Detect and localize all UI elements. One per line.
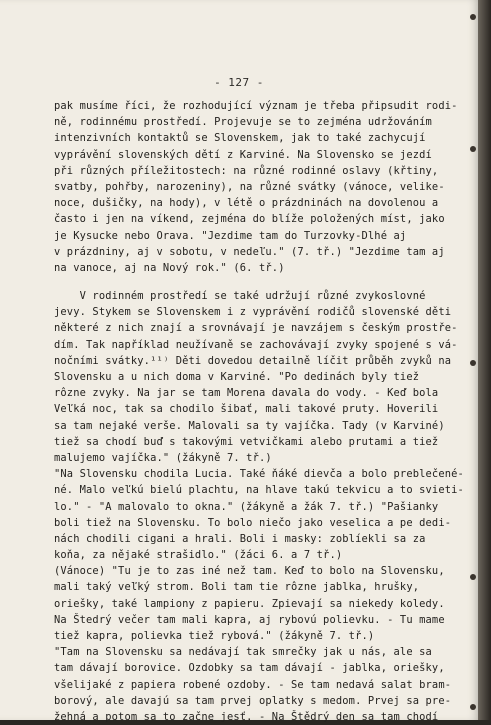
- text-line: jevy. Stykem se Slovenskem i z vyprávění rodičů slovenské děti: [54, 306, 452, 319]
- text-line: všelijaké z papiera robené ozdoby. - Se tam nedavá salat bram-: [54, 678, 452, 691]
- text-line: Slovensku a u nich doma v Karviné. "Po dedinách byly tiež: [54, 371, 420, 383]
- text-line: pak musíme říci, že rozhodující význam je třeba připsudit rodi-: [54, 100, 458, 112]
- text-line: V rodinném prostředí se také udržují různé zvykoslovné: [54, 290, 426, 303]
- paragraph-1: [54, 98, 458, 276]
- text-line: ně, rodinnému prostředí. Projevuje se to zejména udržováním: [54, 116, 432, 129]
- text-line: při různých příležitostech: na různé rodinné oslavy (křtiny,: [54, 164, 439, 177]
- page-number: - 127 -: [214, 76, 264, 89]
- text-line: některé z nich znají a srovnávají je navzájem s českým prostře-: [54, 322, 458, 335]
- text-line: sa tam nejaké verše. Malovali sa ty vajíčka. Tady (v Karviné): [54, 419, 445, 432]
- binding-hole: [470, 704, 476, 710]
- text-line: rôzne zvyky. Na jar se tam Morena davala do vody. - Keď bola: [54, 387, 439, 400]
- text-line: na vanoce, aj na Nový rok." (6. tř.): [54, 261, 285, 274]
- text-line: intenzivních kontaktů se Slovenskem, jak to také zachycují: [54, 132, 426, 145]
- paragraph-2: [54, 288, 464, 725]
- text-line: nách chodili cigani a hrali. Boli i masky: zoblíekli sa za: [54, 532, 426, 545]
- paragraph-gap: [54, 276, 454, 288]
- text-line: oriešky, také lampiony z papieru. Zpievají sa niekedy koledy.: [54, 597, 445, 610]
- text-line: žehná a potom sa to začne jesť. - Na Štědrý den sa tam chodí: [54, 710, 439, 723]
- text-line: vyprávění slovenských dětí z Karviné. Na Slovensko se jezdí: [54, 148, 432, 161]
- text-line: tiež sa chodí buď s takovými vetvičkami alebo prutami a tiež: [54, 435, 439, 448]
- text-line: koňa, za nějaké strašidlo." (žáci 6. a 7 tř.): [54, 549, 343, 562]
- binding-hole: [470, 146, 476, 152]
- text-line: "Na Slovensku chodila Lucia. Také ňáké dievča a bolo preblečené-: [54, 468, 464, 481]
- document-body: [54, 98, 464, 725]
- text-line: borový, ale davajú sa tam prvej oplatky s medom. Prvej sa pre-: [54, 694, 452, 707]
- text-line: často i jen na víkend, zejména do blíže položených míst, jako: [54, 213, 445, 226]
- text-line: lo." - "A malovalo to okna." (žákyně a žák 7. tř.) "Pašianky: [54, 500, 439, 513]
- page-edge-shadow: [478, 0, 491, 720]
- binding-hole: [470, 574, 476, 580]
- text-line: Veľká noc, tak sa chodilo šibať, mali takové pruty. Hoverili: [54, 403, 439, 416]
- text-line: boli tiež na Slovensku. To bolo niečo jako veselica a pe dedi-: [54, 516, 452, 529]
- text-line: nočními svátky.¹¹⁾ Děti dovedou detailně líčit průběh zvyků na: [54, 354, 452, 367]
- binding-hole: [470, 14, 476, 20]
- binding-holes: [468, 0, 478, 720]
- text-line: dím. Tak například neužívaně se zachovávají zvyky spojené s vá-: [54, 338, 458, 351]
- text-line: tiež kapra, polievka tiež rybová." (žákyně 7. tř.): [54, 630, 375, 642]
- text-line: noce, dušičky, na hody), v létě o prázdninách na dovolenou a: [54, 197, 439, 210]
- text-line: mali taký veľký strom. Boli tam tie rôzne jablka, hrušky,: [54, 581, 420, 594]
- text-line: malujemo vajíčka." (žákyně 7. tř.): [54, 451, 272, 464]
- text-line: svatby, pohřby, narozeniny), na různé svátky (vánoce, velike-: [54, 180, 445, 193]
- binding-hole: [470, 360, 476, 366]
- text-line: v prázdniny, aj v sobotu, v nedeľu." (7. tř.) "Jezdime tam aj: [54, 245, 445, 258]
- text-line: Na Štedrý večer tam mali kapra, aj rybovú polievku. - Tu mame: [54, 613, 445, 626]
- text-line: (Vánoce) "Tu je to zas iné než tam. Keď to bolo na Slovensku,: [54, 565, 445, 578]
- text-line: je Kysucke nebo Orava. "Jezdime tam do Turzovky-Dlhé aj: [54, 229, 407, 242]
- text-line: né. Malo veľkú bielú plachtu, na hlave takú tekvicu a to svieti-: [54, 484, 464, 497]
- text-line: "Tam na Slovensku sa nedávají tak smrečky jak u nás, ale sa: [54, 646, 432, 659]
- text-line: tam dávají borovice. Ozdobky sa tam dávají - jablka, oriešky,: [54, 662, 445, 675]
